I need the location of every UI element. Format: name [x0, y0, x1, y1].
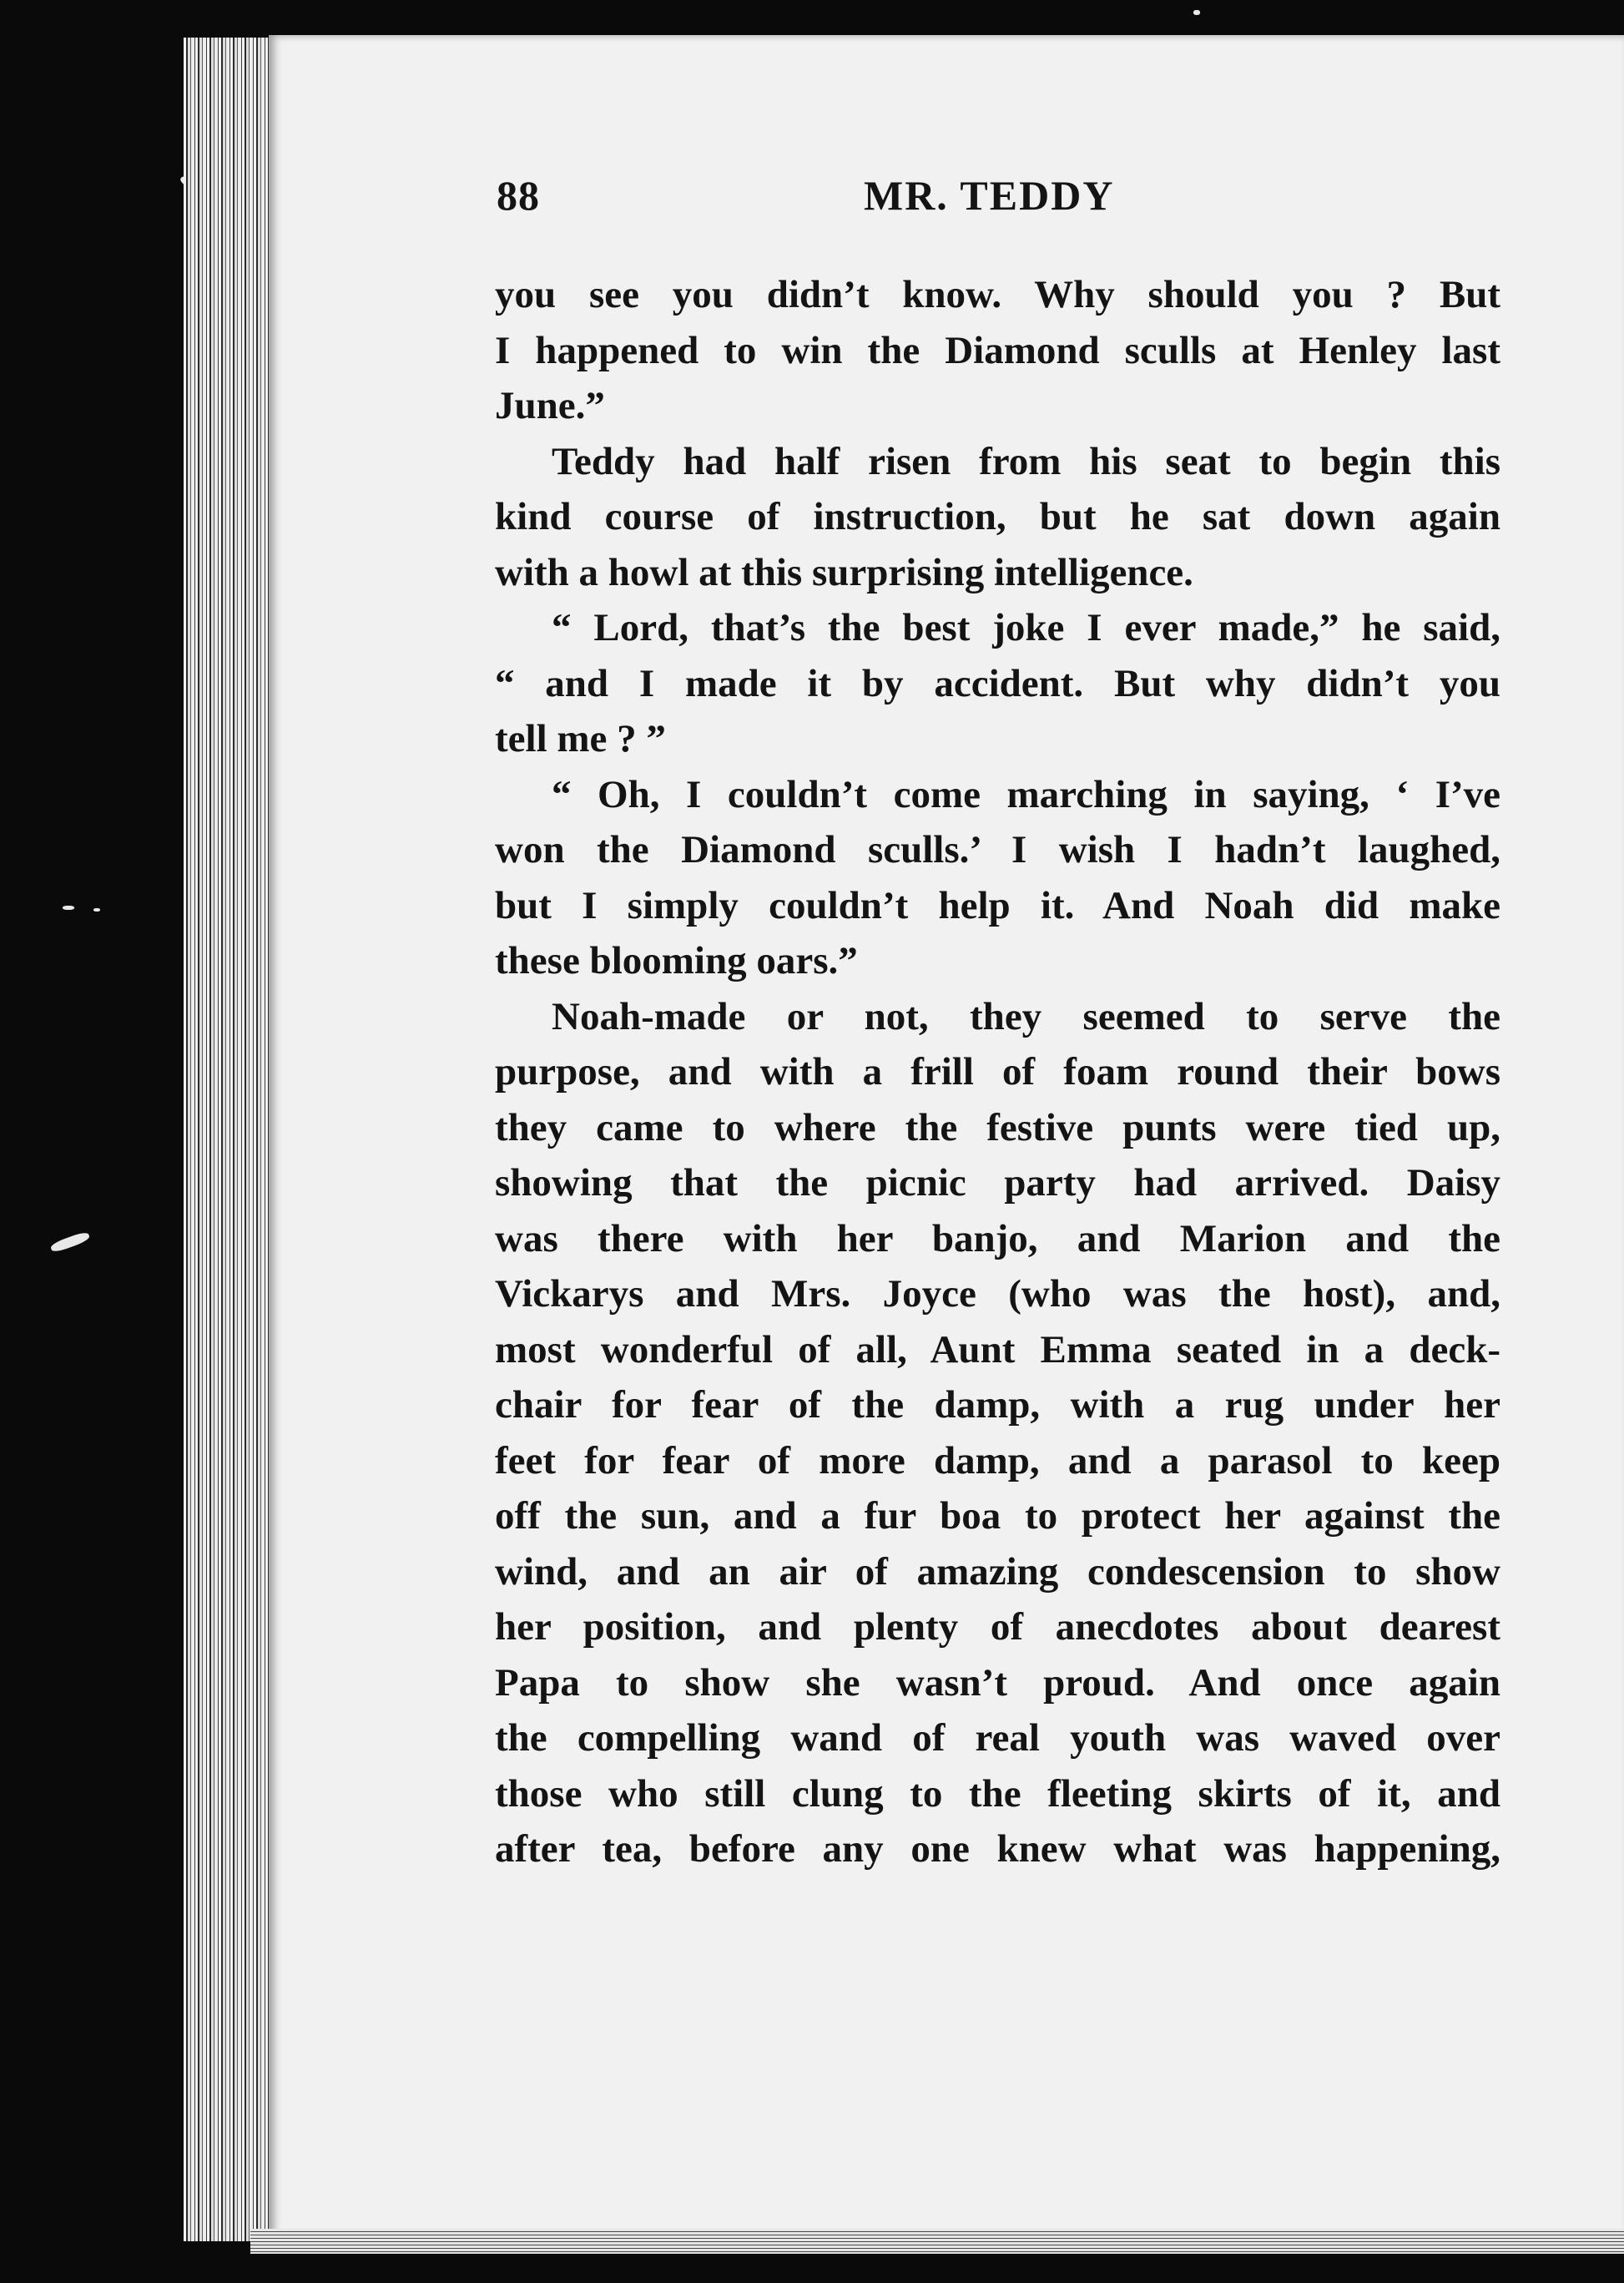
body-text — [495, 267, 1500, 1877]
text-line: June.” — [495, 384, 605, 427]
text-line: chair for fear of the damp, with a rug under her — [495, 1383, 1500, 1427]
book-bottom-edge — [250, 2229, 1624, 2254]
text-line: feet for fear of more damp, and a parasol to keep — [495, 1438, 1500, 1482]
text-line: her position, and plenty of anecdotes about dearest — [495, 1605, 1500, 1649]
text-line: “ and I made it by accident. But why didn’t you — [495, 661, 1500, 705]
dust-speck — [49, 1230, 90, 1254]
text-line: with a howl at this surprising intelligence. — [495, 550, 1193, 594]
text-line: the compelling wand of real youth was waved over — [495, 1716, 1500, 1760]
text-line: kind course of instruction, but he sat down again — [495, 495, 1500, 538]
text-line: showing that the picnic party had arrived. Daisy — [495, 1161, 1500, 1205]
text-line: “ Oh, I couldn’t come marching in saying, ‘ I’ve — [552, 772, 1500, 816]
running-title: MR. TEDDY — [864, 172, 1115, 219]
text-line: but I simply couldn’t help it. And Noah did make — [495, 883, 1500, 927]
page-number: 88 — [497, 172, 540, 219]
text-line: wind, and an air of amazing condescension to show — [495, 1549, 1500, 1594]
text-line: tell me ? ” — [495, 717, 666, 760]
text-line: you see you didn’t know. Why should you ? But — [495, 273, 1500, 316]
text-line: purpose, and with a frill of foam round their bows — [495, 1050, 1500, 1094]
page-header — [497, 171, 1498, 238]
text-line: after tea, before any one knew what was happening, — [495, 1827, 1500, 1871]
text-line: Papa to show she wasn’t proud. And once again — [495, 1660, 1500, 1705]
text-line: they came to where the festive punts were tied up, — [495, 1105, 1500, 1149]
text-line: “ Lord, that’s the best joke I ever made,” he said, — [552, 606, 1500, 649]
dust-speck — [63, 906, 74, 910]
dust-speck — [1193, 10, 1200, 15]
text-line: those who still clung to the fleeting skirts of it, and — [495, 1771, 1500, 1816]
text-line: Noah-made or not, they seemed to serve the — [552, 994, 1500, 1038]
text-line: these blooming oars.” — [495, 939, 858, 982]
text-line: Vickarys and Mrs. Joyce (who was the host), and, — [495, 1272, 1500, 1316]
text-line: Teddy had half risen from his seat to begin this — [552, 439, 1500, 483]
book-page-edges — [184, 38, 275, 2241]
dust-speck — [93, 908, 100, 912]
text-line: most wonderful of all, Aunt Emma seated in a deck- — [495, 1327, 1500, 1371]
text-line: I happened to win the Diamond sculls at Henley last — [495, 328, 1500, 372]
text-line: won the Diamond sculls.’ I wish I hadn’t laughed, — [495, 828, 1500, 871]
text-line: off the sun, and a fur boa to protect her against the — [495, 1494, 1500, 1538]
text-line: was there with her banjo, and Marion and the — [495, 1216, 1500, 1260]
